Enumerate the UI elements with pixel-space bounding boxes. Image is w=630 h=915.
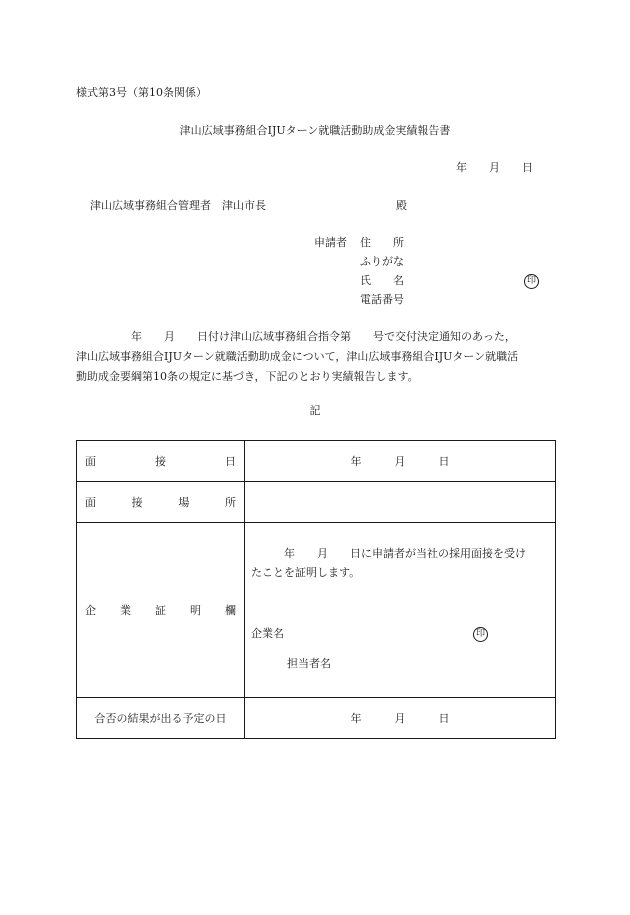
result-date-label: 合否の結果が出る予定の日 <box>77 698 245 739</box>
company-certification-cell[interactable] <box>245 523 556 698</box>
interview-place-value[interactable] <box>245 482 556 523</box>
seal-mark: 印 <box>473 627 488 642</box>
company-certification-label: 企 業 証 明 欄 <box>77 523 245 698</box>
form-number: 様式第3号（第10条関係） <box>76 86 207 99</box>
table-row <box>77 698 556 739</box>
seal-mark: 印 <box>524 274 539 289</box>
applicant-seal-icon <box>524 273 539 289</box>
result-date-value[interactable]: 年 月 日 <box>245 698 556 739</box>
table-row <box>77 441 556 482</box>
ki-heading: 記 <box>309 404 321 417</box>
interview-place-label: 面 接 場 所 <box>77 482 245 523</box>
cert-line-1: 年 月 日に申請者が当社の採用面接を受け <box>251 547 526 560</box>
company-name-label: 企業名 <box>251 627 284 640</box>
table-row <box>77 523 556 698</box>
name-label: 氏 名 <box>360 274 404 287</box>
body-line-2: 津山広域事務組合IJUターン就職活動助成金について，津山広域事務組合IJUターン就職活 <box>76 350 519 363</box>
record-table <box>76 440 556 739</box>
addressee: 津山広域事務組合管理者 津山市長 <box>90 199 266 212</box>
honorific: 殿 <box>396 199 407 212</box>
body-paragraph <box>76 327 556 387</box>
phone-label: 電話番号 <box>360 293 404 306</box>
interview-date-value[interactable]: 年 月 日 <box>245 441 556 482</box>
date-line: 年 月 日 <box>456 161 533 174</box>
person-in-charge-label: 担当者名 <box>287 657 331 670</box>
interview-date-label: 面 接 日 <box>77 441 245 482</box>
table-row <box>77 482 556 523</box>
furigana-label: ふりがな <box>360 255 404 268</box>
company-seal-icon <box>473 626 488 642</box>
body-line-3: 動助成金要綱第10条の規定に基づき，下記のとおり実績報告します。 <box>76 370 419 383</box>
document-title: 津山広域事務組合IJUターン就職活動助成金実績報告書 <box>179 124 451 137</box>
applicant-label: 申請者 <box>314 236 347 249</box>
address-label: 住 所 <box>360 236 404 249</box>
body-line-1: 年 月 日付け津山広域事務組合指令第 号で交付決定通知のあった， <box>76 330 516 343</box>
cert-line-2: たことを証明します。 <box>251 566 361 579</box>
